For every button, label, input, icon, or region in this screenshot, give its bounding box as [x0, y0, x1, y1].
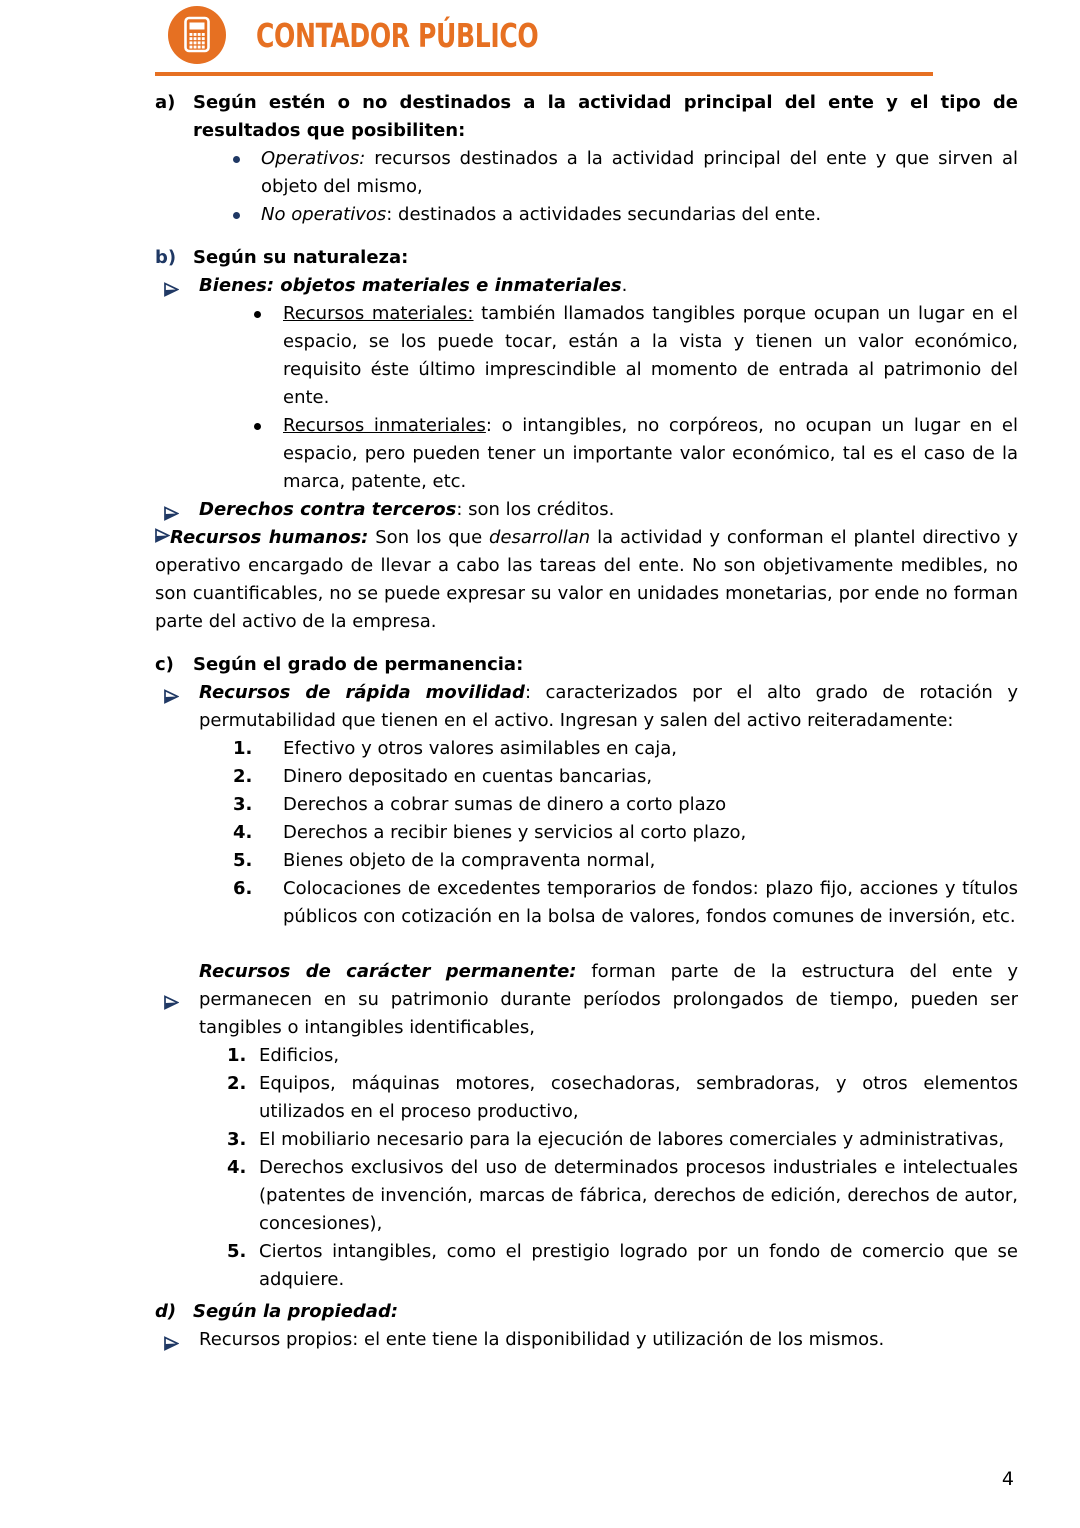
arrowhead-bullet-icon — [164, 991, 179, 1006]
section-b-title: Según su naturaleza: — [193, 247, 409, 268]
dot-bullet-icon — [233, 156, 240, 163]
bullet-text: recursos destinados a la actividad principal del ente y que sirven al objeto del mismo, — [261, 148, 1018, 197]
section-a-heading — [155, 89, 1018, 145]
item-number: 3. — [233, 794, 253, 815]
bullet-text: : destinados a actividades secundarias del ente. — [386, 204, 822, 225]
item-text: Ciertos intangibles, como el prestigio logrado por un fondo de comercio que se adquiere. — [259, 1241, 1018, 1290]
item-number: 5. — [233, 850, 253, 871]
item-text: Dinero depositado en cuentas bancarias, — [283, 766, 653, 787]
section-c — [155, 651, 1018, 1294]
arrowhead-bullet-icon — [164, 278, 179, 293]
dot-bullet-icon — [254, 423, 261, 430]
list-item — [155, 1070, 1018, 1126]
rapida-item — [155, 679, 1018, 735]
item-text: Efectivo y otros valores asimilables en caja, — [283, 738, 678, 759]
item-number: 4. — [227, 1157, 247, 1178]
rapida-text: : caracterizados por el alto grado de rotación y permutabilidad que tienen en el activo. Ingresan y salen del activo reiteradamente: — [199, 682, 1018, 731]
permanente-numbered-list — [155, 1042, 1018, 1294]
list-item — [155, 145, 1018, 201]
item-number: 6. — [233, 878, 253, 899]
propios-item — [155, 1326, 1018, 1354]
propios-text: Recursos propios: el ente tiene la disponibilidad y utilización de los mismos. — [199, 1329, 885, 1350]
arrowhead-bullet-icon — [164, 685, 179, 700]
derechos-text: : son los créditos. — [456, 499, 615, 520]
page-number: 4 — [1001, 1468, 1014, 1490]
item-number: 2. — [233, 766, 253, 787]
humanos-text-pre: Son los que — [368, 527, 490, 548]
item-text: Edificios, — [259, 1045, 340, 1066]
calculator-icon — [168, 6, 226, 64]
bienes-item — [155, 272, 1018, 300]
permanente-item — [155, 958, 1018, 1042]
list-item — [155, 412, 1018, 496]
bullet-lead: Operativos: — [261, 148, 366, 169]
derechos-item — [155, 496, 1018, 524]
list-item — [155, 1238, 1018, 1294]
bienes-lead: Bienes: objetos materiales e inmateriales — [199, 275, 622, 296]
document-body — [0, 76, 1080, 1354]
list-item — [155, 763, 1018, 791]
sub-bullet-lead: Recursos materiales: — [283, 303, 474, 324]
brand-title: CONTADOR PÚBLICO — [256, 15, 539, 55]
humanos-italic-word: desarrollan — [489, 527, 591, 548]
item-text: Equipos, máquinas motores, cosechadoras, sembradoras, y otros elementos utilizados en el proceso productivo, — [259, 1073, 1018, 1122]
item-number: 1. — [233, 738, 253, 759]
humanos-text-post: la actividad y conforman el plantel directivo y operativo encargado de llevar a cabo las tareas del ente. No son objetivamente medibles, no son cuantificables, no se puede expresar su valor en unidades monetarias, por ende no forman parte del activo de la empresa. — [155, 527, 1018, 632]
list-item — [155, 819, 1018, 847]
permanente-lead: Recursos de carácter permanente: — [199, 961, 577, 982]
arrowhead-bullet-icon — [164, 502, 179, 517]
section-a — [155, 89, 1018, 229]
list-item — [155, 201, 1018, 229]
section-a-bullet-list — [155, 145, 1018, 229]
section-b — [155, 244, 1018, 636]
dot-bullet-icon — [233, 212, 240, 219]
section-b-heading — [155, 244, 1018, 272]
item-number: 4. — [233, 822, 253, 843]
sub-bullet-text: : o intangibles, no corpóreos, no ocupan un lugar en el espacio, pero pueden tener un importante valor económico, tal es el caso de la marca, patente, etc. — [283, 415, 1018, 492]
section-c-label: c) — [155, 654, 174, 675]
list-item — [155, 1126, 1018, 1154]
item-text: Derechos a cobrar sumas de dinero a corto plazo — [283, 794, 727, 815]
humanos-lead: Recursos humanos: — [170, 527, 369, 548]
section-a-label: a) — [155, 92, 176, 113]
permanente-text: forman parte de la estructura del ente y permanecen en su patrimonio durante períodos prolongados de tiempo, pueden ser tangibles o intangibles identificables, — [199, 961, 1019, 1038]
item-text: Colocaciones de excedentes temporarios de fondos: plazo fijo, acciones y títulos públicos con cotización en la bolsa de valores, fondos comunes de inversión, etc. — [283, 878, 1018, 927]
section-b-label: b) — [155, 247, 177, 268]
item-text: El mobiliario necesario para la ejecución de labores comerciales y administrativas, — [259, 1129, 1005, 1150]
list-item — [155, 791, 1018, 819]
section-d-label: d) — [155, 1301, 177, 1322]
item-number: 1. — [227, 1045, 247, 1066]
humanos-item — [155, 524, 1018, 636]
bullet-lead: No operativos — [261, 204, 387, 225]
section-d-heading — [155, 1298, 1018, 1326]
section-a-title: Según estén o no destinados a la actividad principal del ente y el tipo de resultados que posibiliten: — [193, 92, 1018, 141]
rapida-lead: Recursos de rápida movilidad — [199, 682, 525, 703]
arrowhead-bullet-icon — [155, 527, 170, 548]
rapida-numbered-list — [155, 735, 1018, 931]
section-c-heading — [155, 651, 1018, 679]
list-item — [155, 1042, 1018, 1070]
item-text: Derechos exclusivos del uso de determinados procesos industriales e intelectuales (patentes de invención, marcas de fábrica, derechos de edición, derechos de autor, concesiones), — [259, 1157, 1018, 1234]
list-item — [155, 875, 1018, 931]
sub-bullet-lead: Recursos inmateriales — [283, 415, 486, 436]
item-text: Derechos a recibir bienes y servicios al corto plazo, — [283, 822, 747, 843]
bienes-tail: . — [621, 275, 628, 296]
dot-bullet-icon — [254, 311, 261, 318]
item-number: 5. — [227, 1241, 247, 1262]
bienes-sub-list — [155, 300, 1018, 496]
list-item — [155, 300, 1018, 412]
section-d — [155, 1298, 1018, 1354]
arrowhead-bullet-icon — [164, 1332, 179, 1347]
list-item — [155, 1154, 1018, 1238]
derechos-lead: Derechos contra terceros — [199, 499, 457, 520]
list-item — [155, 847, 1018, 875]
item-number: 2. — [227, 1073, 247, 1094]
item-number: 3. — [227, 1129, 247, 1150]
sub-bullet-text: también llamados tangibles porque ocupan un lugar en el espacio, se los puede tocar, están a la vista y tienen un valor económico, requisito éste último imprescindible al momento de entrada al patrimonio del ente. — [283, 303, 1018, 408]
section-d-title: Según la propiedad: — [193, 1301, 399, 1322]
list-item — [155, 735, 1018, 763]
section-c-title: Según el grado de permanencia: — [193, 654, 524, 675]
brand-header — [0, 0, 1080, 64]
item-text: Bienes objeto de la compraventa normal, — [283, 850, 656, 871]
